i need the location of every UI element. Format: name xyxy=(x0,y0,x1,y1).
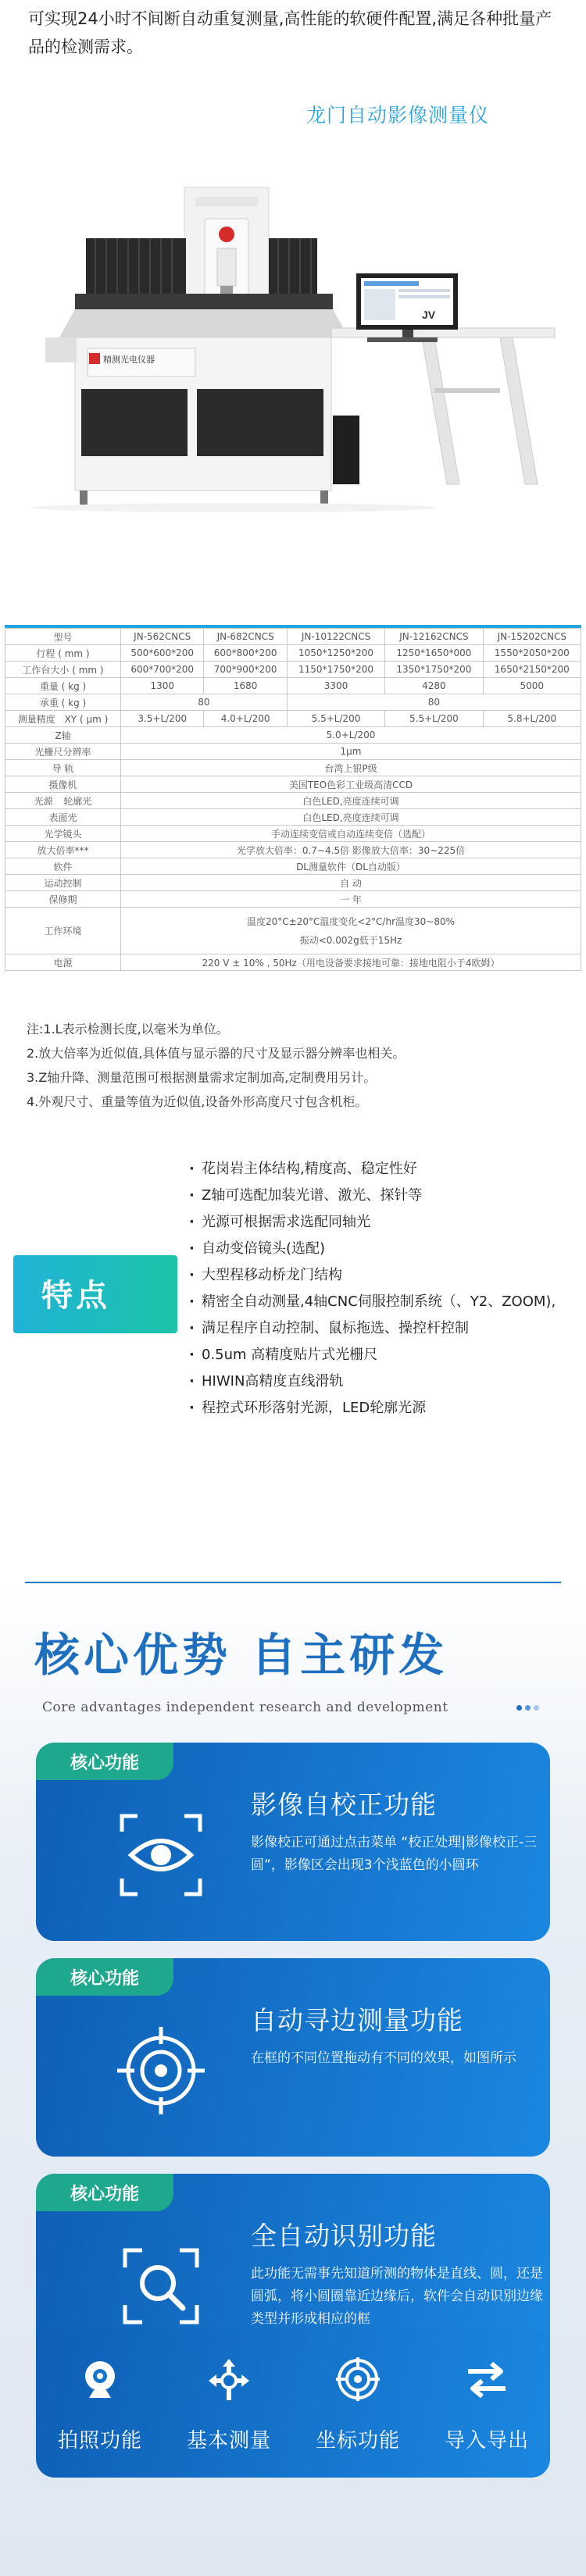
table-row: 电源 220 V ± 10% , 50Hz（用电设备要求接地可靠：接地电阻小于4欧姆） xyxy=(5,954,581,971)
list-item: · HIWIN高精度直线滑轨 xyxy=(188,1368,556,1395)
feature-card-image-calibration: 核心功能 影像自校正功能 影像校正可通过点击菜单 “校正处理|影像校正-三圆”，影像区会出现3个浅蓝色的小圆环 xyxy=(36,1743,550,1941)
table-row: 表面光 白色LED,亮度连续可调 xyxy=(5,809,581,826)
dot xyxy=(516,1705,522,1711)
function-coordinate[interactable]: 坐标功能 xyxy=(295,2328,420,2478)
list-item: · 满足程序自动控制、鼠标拖选、操控杆控制 xyxy=(188,1315,556,1342)
camera-icon xyxy=(78,2357,122,2401)
function-measure[interactable]: 基本测量 xyxy=(166,2328,291,2478)
spec-table xyxy=(5,625,581,971)
list-item: · 自动变倍镜头(选配) xyxy=(188,1236,556,1262)
feature-card-edge-detection: 核心功能 自动寻边测量功能 在框的不同位置拖动有不同的效果，如图所示 xyxy=(36,1958,550,2157)
table-row: 光学镜头 手动连续变倍或自动连续变倍（选配） xyxy=(5,826,581,842)
spec-notes: 注:1.L表示检测长度,以毫米为单位。 2.放大倍率为近似值,具体值与显示器的尺寸及显示器分辨率也相关。 3.Z轴升降、测量范围可根据测量需求定制加高,定制费用另计。 4.外观尺寸、重量等值为近似值,设备外形高度尺寸包含机柜。 xyxy=(27,1022,406,1109)
table-row: 工作台大小 ( mm ) 600*700*200 700*900*200 1150*1750*200 1350*1750*200 1650*2150*200 xyxy=(5,662,581,678)
crosshair-icon xyxy=(114,2024,208,2118)
list-item: · 精密全自动测量,4轴CNC伺服控制系统（、Y2、ZOOM), xyxy=(188,1289,556,1315)
table-row: 放大倍率*** 光学放大倍率：0.7~4.5倍 影像放大倍率：30~225倍 xyxy=(5,842,581,858)
list-item: · 花岗岩主体结构,精度高、稳定性好 xyxy=(188,1156,556,1183)
function-photo[interactable]: 拍照功能 xyxy=(38,2328,163,2478)
table-row: 软件 DL测量软件（DL自动版） xyxy=(5,858,581,875)
list-item: · 光源可根据需求选配同轴光 xyxy=(188,1209,556,1236)
table-row: 型号 JN-562CNCS JN-682CNCS JN-10122CNCS JN-12162CNCS JN-15202CNCS xyxy=(5,629,581,645)
list-item: · 0.5um 高精度贴片式光栅尺 xyxy=(188,1342,556,1368)
table-row: 摄像机 美国TEO色彩工业级高清CCD xyxy=(5,776,581,793)
monitor-logo: JV xyxy=(422,309,436,321)
function-import-export[interactable]: 导入导出 xyxy=(424,2328,549,2478)
table-row: 测量精度 XY ( μm ) 3.5+L/200 4.0+L/200 5.5+L/200 5.5+L/200 5.8+L/200 xyxy=(5,711,581,727)
feature-card-auto-recognition: 核心功能 全自动识别功能 此功能无需事先知道所测的物体是直线、圆，还是圆弧，将小圆圈靠近边缘后，软件会自动识别边缘类型并形成相应的框 xyxy=(36,2174,550,2372)
table-row: 承重 ( kg ) 80 80 xyxy=(5,694,581,711)
dot xyxy=(525,1705,531,1711)
table-row: 光栅尺分辨率 1μm xyxy=(5,744,581,760)
advantages-title: 核心优势 自主研发 xyxy=(34,1629,448,1682)
table-row: 光源 轮廓光 白色LED,亮度连续可调 xyxy=(5,793,581,809)
card-tag: 核心功能 xyxy=(36,2174,173,2211)
card-tag: 核心功能 xyxy=(36,1743,173,1780)
list-item: · 大型程移动桥龙门结构 xyxy=(188,1262,556,1289)
function-bar xyxy=(36,2328,550,2478)
eye-icon xyxy=(114,1808,208,1902)
carousel-dots xyxy=(516,1705,539,1711)
target-icon xyxy=(336,2357,380,2401)
list-item: · 程控式环形落射光源，LED轮廓光源 xyxy=(188,1395,556,1422)
table-row: 保修期 一 年 xyxy=(5,891,581,908)
scan-icon xyxy=(114,2239,208,2333)
features-list xyxy=(188,1156,556,1422)
table-row: Z轴 5.0+L/200 xyxy=(5,727,581,744)
import-export-icon xyxy=(465,2357,509,2401)
product-name: 龙门自动影像测量仪 xyxy=(306,104,489,127)
table-row: 工作环境 温度20°C±20°C温度变化<2°C/hr温度30~80% 振动<0.002g低于15Hz xyxy=(5,908,581,954)
machine-brand: 精测光电仪器 xyxy=(103,355,155,365)
machine-image xyxy=(0,156,586,562)
table-row: 运动控制 自 动 xyxy=(5,875,581,891)
table-row: 导 轨 台湾上银P级 xyxy=(5,760,581,776)
advantages-subtitle: Core advantages independent research and development xyxy=(42,1700,448,1715)
table-row: 重量 ( kg ) 1300 1680 3300 4280 5000 xyxy=(5,678,581,694)
list-item: · Z轴可选配加装光谱、激光、探针等 xyxy=(188,1183,556,1209)
dot xyxy=(534,1705,539,1711)
intro-text: 可实现24小时不间断自动重复测量,高性能的软硬件配置,满足各种批量产品的检测需求。 xyxy=(28,9,552,56)
features-badge: 特点 xyxy=(13,1255,177,1333)
table-row: 行程 ( mm ) 500*600*200 600*800*200 1050*1250*200 1250*1650*000 1550*2050*200 xyxy=(5,645,581,662)
measure-icon xyxy=(207,2357,251,2401)
card-tag: 核心功能 xyxy=(36,1958,173,1996)
